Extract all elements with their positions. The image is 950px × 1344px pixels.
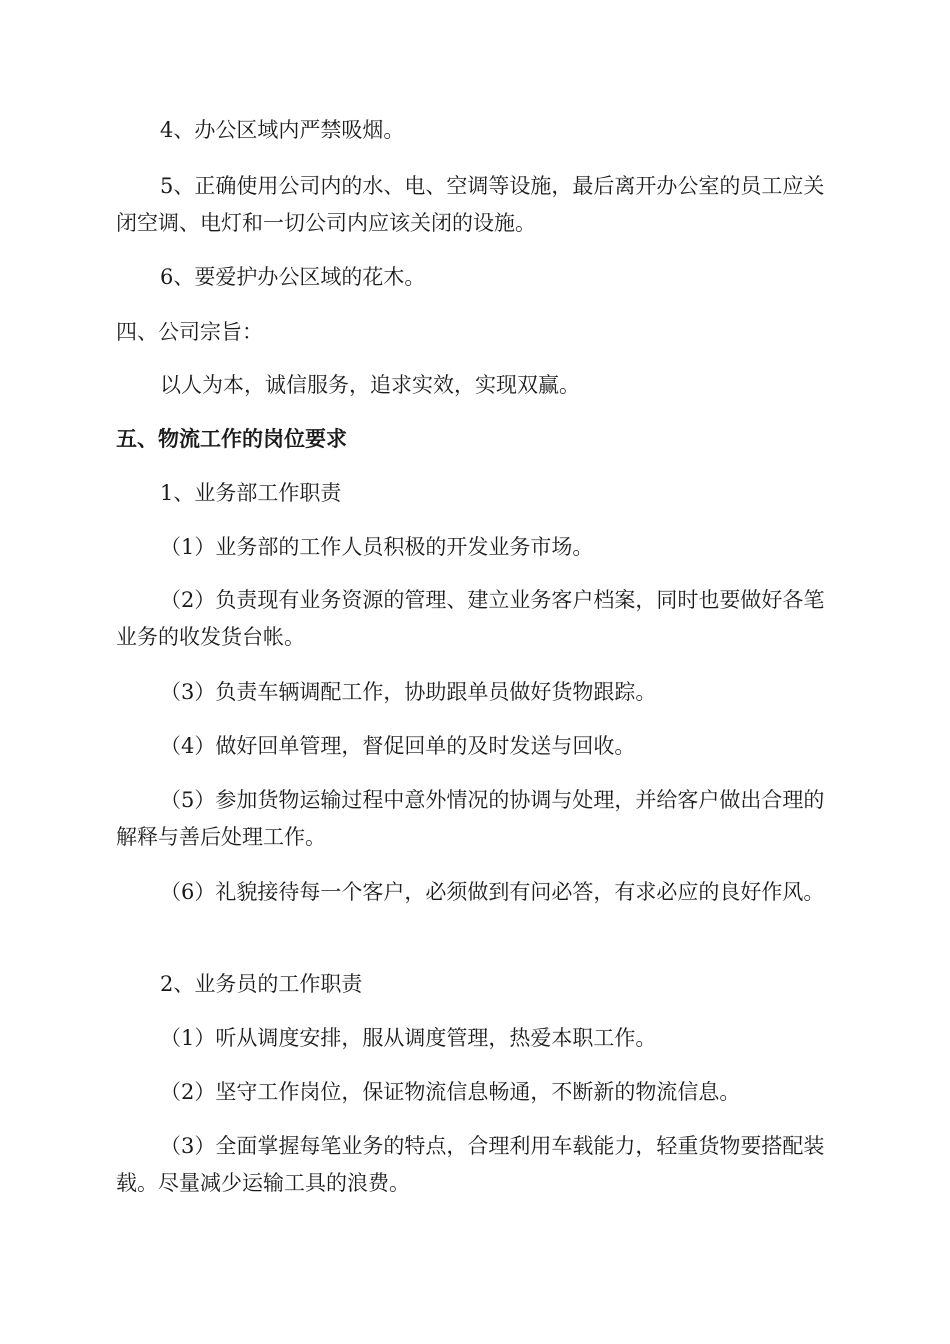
business-duty-1: （1）业务部的工作人员积极的开发业务市场。 [160, 535, 594, 559]
salesperson-duty-2: （2）坚守工作岗位，保证物流信息畅通，不断新的物流信息。 [160, 1080, 741, 1104]
rule-item-5: 5、正确使用公司内的水、电、空调等设施，最后离开办公室的员工应关闭空调、电灯和一切公司内应该关闭的设施。 [116, 174, 825, 235]
company-purpose-text: 以人为本，诚信服务，追求实效，实现双赢。 [160, 373, 580, 397]
section-heading-company-purpose: 四、公司宗旨： [116, 320, 263, 344]
subheading-business-dept-duties: 1、业务部工作职责 [160, 481, 342, 505]
business-duty-6: （6）礼貌接待每一个客户，必须做到有问必答，有求必应的良好作风。 [160, 880, 825, 904]
business-duty-4: （4）做好回单管理，督促回单的及时发送与回收。 [160, 734, 636, 758]
business-duty-3: （3）负责车辆调配工作，协助跟单员做好货物跟踪。 [160, 680, 657, 704]
salesperson-duty-3: （3）全面掌握每笔业务的特点，合理利用车载能力，轻重货物要搭配装载。尽量减少运输工具的浪费。 [116, 1134, 825, 1195]
section-heading-logistics-requirements: 五、物流工作的岗位要求 [116, 427, 347, 451]
subheading-salesperson-duties: 2、业务员的工作职责 [160, 972, 363, 996]
rule-item-6: 6、要爱护办公区域的花木。 [160, 265, 426, 289]
rule-item-4: 4、办公区域内严禁吸烟。 [160, 118, 405, 142]
salesperson-duty-1: （1）听从调度安排，服从调度管理，热爱本职工作。 [160, 1026, 657, 1050]
business-duty-2: （2）负责现有业务资源的管理、建立业务客户档案，同时也要做好各笔业务的收发货台帐。 [116, 588, 825, 649]
business-duty-5: （5）参加货物运输过程中意外情况的协调与处理，并给客户做出合理的解释与善后处理工作。 [116, 788, 825, 849]
